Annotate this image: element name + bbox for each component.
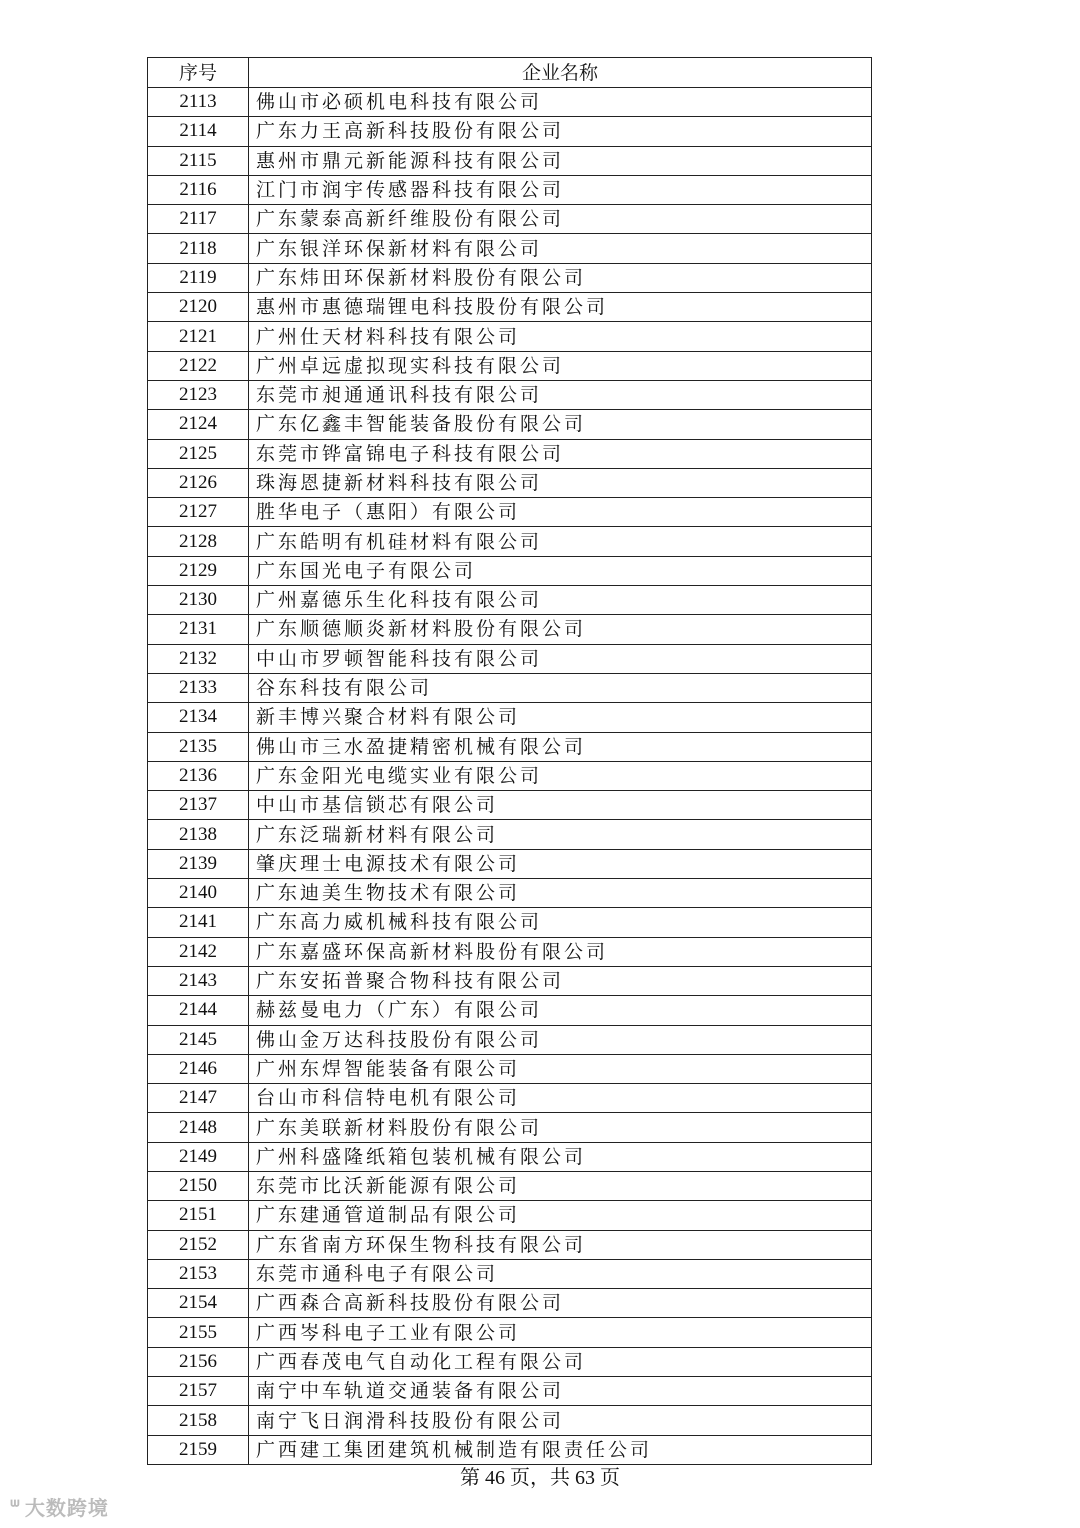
table-row [148,146,872,175]
row-company-name: 赫兹曼电力（广东）有限公司 [249,996,872,1025]
row-serial: 2138 [148,820,249,849]
row-company-name: 广东蒙泰高新纤维股份有限公司 [249,205,872,234]
row-company-name: 南宁飞日润滑科技股份有限公司 [249,1406,872,1435]
row-serial: 2120 [148,293,249,322]
table-row [148,966,872,995]
table-row [148,234,872,263]
table-row [148,380,872,409]
row-serial: 2118 [148,234,249,263]
table-row [148,615,872,644]
row-serial: 2139 [148,849,249,878]
row-company-name: 台山市科信特电机有限公司 [249,1084,872,1113]
row-serial: 2117 [148,205,249,234]
row-company-name: 广西岑科电子工业有限公司 [249,1318,872,1347]
row-serial: 2122 [148,351,249,380]
table-row [148,586,872,615]
table-row [148,908,872,937]
row-company-name: 广东迪美生物技术有限公司 [249,879,872,908]
row-company-name: 广州卓远虚拟现实科技有限公司 [249,351,872,380]
row-company-name: 惠州市惠德瑞锂电科技股份有限公司 [249,293,872,322]
row-company-name: 广东嘉盛环保高新材料股份有限公司 [249,937,872,966]
row-serial: 2145 [148,1025,249,1054]
row-serial: 2158 [148,1406,249,1435]
row-company-name: 胜华电子（惠阳）有限公司 [249,498,872,527]
row-serial: 2136 [148,761,249,790]
row-company-name: 东莞市铧富锦电子科技有限公司 [249,439,872,468]
row-serial: 2131 [148,615,249,644]
row-serial: 2147 [148,1084,249,1113]
row-company-name: 南宁中车轨道交通装备有限公司 [249,1377,872,1406]
row-company-name: 广州东焊智能装备有限公司 [249,1054,872,1083]
table-row [148,791,872,820]
row-company-name: 中山市罗顿智能科技有限公司 [249,644,872,673]
row-serial: 2125 [148,439,249,468]
header-serial: 序号 [148,58,249,88]
table-row [148,1142,872,1171]
row-company-name: 广东高力威机械科技有限公司 [249,908,872,937]
row-serial: 2127 [148,498,249,527]
row-company-name: 谷东科技有限公司 [249,673,872,702]
row-company-name: 佛山市三水盈捷精密机械有限公司 [249,732,872,761]
row-company-name: 东莞市昶通通讯科技有限公司 [249,380,872,409]
row-serial: 2113 [148,88,249,117]
table-row [148,1347,872,1376]
table-row [148,732,872,761]
header-company-name: 企业名称 [249,58,872,88]
row-company-name: 佛山金万达科技股份有限公司 [249,1025,872,1054]
row-serial: 2144 [148,996,249,1025]
row-company-name: 广东泛瑞新材料有限公司 [249,820,872,849]
page-number: 第 46 页，共 63 页 [460,1467,620,1489]
row-company-name: 东莞市通科电子有限公司 [249,1259,872,1288]
row-serial: 2132 [148,644,249,673]
row-serial: 2150 [148,1171,249,1200]
row-company-name: 东莞市比沃新能源有限公司 [249,1171,872,1200]
table-row [148,1406,872,1435]
row-company-name: 广东美联新材料股份有限公司 [249,1113,872,1142]
row-serial: 2157 [148,1377,249,1406]
table-row [148,1318,872,1347]
table-row [148,1054,872,1083]
table-row [148,322,872,351]
table-row [148,1113,872,1142]
row-company-name: 广东安拓普聚合物科技有限公司 [249,966,872,995]
row-serial: 2152 [148,1230,249,1259]
row-serial: 2156 [148,1347,249,1376]
row-serial: 2141 [148,908,249,937]
table-row [148,644,872,673]
table-row [148,1025,872,1054]
row-company-name: 广州嘉德乐生化科技有限公司 [249,586,872,615]
table-row [148,1289,872,1318]
row-serial: 2129 [148,556,249,585]
row-serial: 2134 [148,703,249,732]
row-company-name: 广西建工集团建筑机械制造有限责任公司 [249,1435,872,1464]
watermark [10,1492,109,1521]
table-row [148,556,872,585]
table-row [148,1230,872,1259]
row-serial: 2137 [148,791,249,820]
table-row [148,996,872,1025]
table-row [148,1084,872,1113]
row-serial: 2159 [148,1435,249,1464]
row-company-name: 广东皓明有机硅材料有限公司 [249,527,872,556]
company-table [147,57,872,1465]
row-serial: 2123 [148,380,249,409]
row-serial: 2149 [148,1142,249,1171]
row-serial: 2142 [148,937,249,966]
row-company-name: 广东力王高新科技股份有限公司 [249,117,872,146]
row-serial: 2140 [148,879,249,908]
table-row [148,1377,872,1406]
row-serial: 2133 [148,673,249,702]
row-serial: 2130 [148,586,249,615]
row-serial: 2115 [148,146,249,175]
table-row [148,205,872,234]
row-company-name: 广州仕天材料科技有限公司 [249,322,872,351]
row-serial: 2154 [148,1289,249,1318]
row-serial: 2153 [148,1259,249,1288]
row-company-name: 珠海恩捷新材料科技有限公司 [249,468,872,497]
row-serial: 2128 [148,527,249,556]
table-row [148,351,872,380]
row-company-name: 江门市润宇传感器科技有限公司 [249,175,872,204]
row-company-name: 肇庆理士电源技术有限公司 [249,849,872,878]
row-company-name: 广东省南方环保生物科技有限公司 [249,1230,872,1259]
row-company-name: 新丰博兴聚合材料有限公司 [249,703,872,732]
row-company-name: 惠州市鼎元新能源科技有限公司 [249,146,872,175]
table-row [148,410,872,439]
row-company-name: 广西春茂电气自动化工程有限公司 [249,1347,872,1376]
row-serial: 2148 [148,1113,249,1142]
row-serial: 2114 [148,117,249,146]
watermark-text: 大数跨境 [24,1496,109,1520]
table-row [148,849,872,878]
table-row [148,937,872,966]
row-company-name: 广东亿鑫丰智能装备股份有限公司 [249,410,872,439]
table-row [148,1201,872,1230]
table-row [148,879,872,908]
table-row [148,88,872,117]
row-serial: 2126 [148,468,249,497]
table-row [148,498,872,527]
row-company-name: 佛山市必硕机电科技有限公司 [249,88,872,117]
row-serial: 2119 [148,263,249,292]
row-serial: 2143 [148,966,249,995]
row-company-name: 中山市基信锁芯有限公司 [249,791,872,820]
table-row [148,673,872,702]
table-row [148,703,872,732]
row-company-name: 广东金阳光电缆实业有限公司 [249,761,872,790]
table-row [148,293,872,322]
table-row [148,820,872,849]
table-row [148,1259,872,1288]
table-row [148,468,872,497]
logo-icon: ᐜ [10,1496,21,1520]
row-company-name: 广东国光电子有限公司 [249,556,872,585]
row-serial: 2135 [148,732,249,761]
row-serial: 2155 [148,1318,249,1347]
row-serial: 2124 [148,410,249,439]
row-serial: 2116 [148,175,249,204]
table-row [148,439,872,468]
table-row [148,527,872,556]
table-row [148,263,872,292]
table-header-row [148,58,872,88]
row-company-name: 广东顺德顺炎新材料股份有限公司 [249,615,872,644]
row-serial: 2151 [148,1201,249,1230]
row-company-name: 广东银洋环保新材料有限公司 [249,234,872,263]
row-serial: 2146 [148,1054,249,1083]
table-row [148,761,872,790]
row-company-name: 广东炜田环保新材料股份有限公司 [249,263,872,292]
table-row [148,1171,872,1200]
row-serial: 2121 [148,322,249,351]
table-row [148,175,872,204]
table-row [148,117,872,146]
row-company-name: 广州科盛隆纸箱包装机械有限公司 [249,1142,872,1171]
row-company-name: 广东建通管道制品有限公司 [249,1201,872,1230]
row-company-name: 广西森合高新科技股份有限公司 [249,1289,872,1318]
